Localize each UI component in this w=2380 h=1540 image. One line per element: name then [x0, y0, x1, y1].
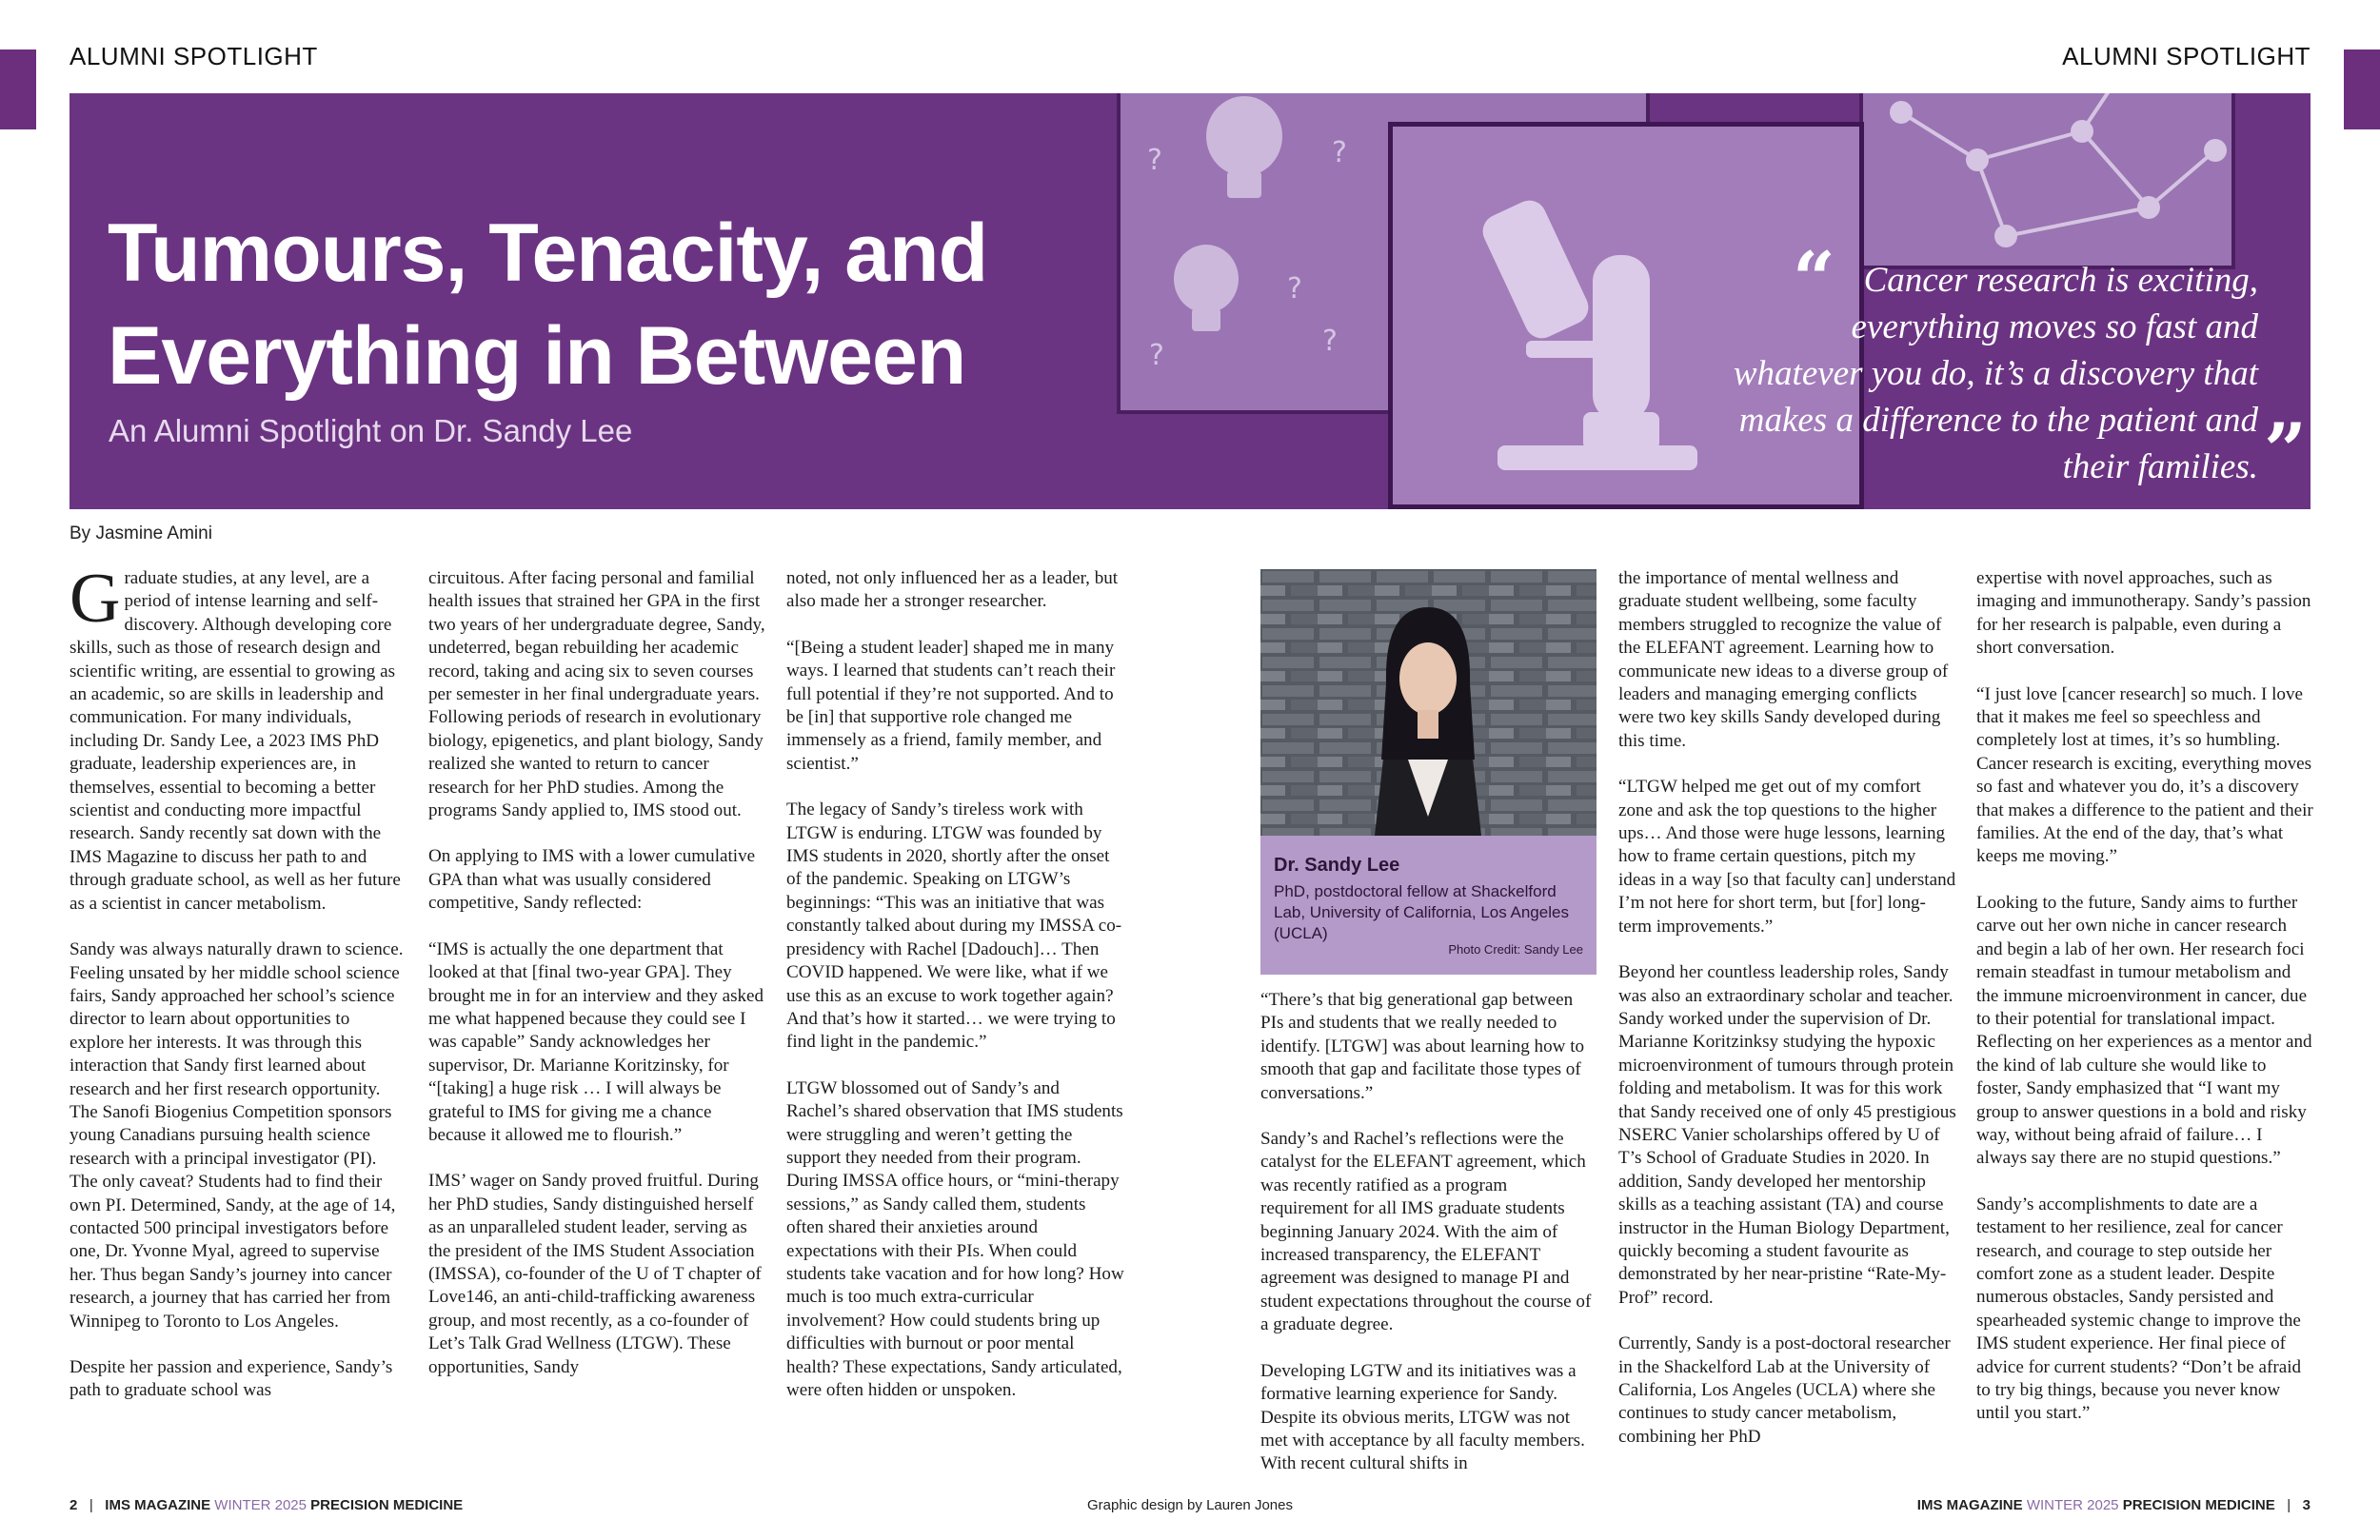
article-column-6: [1976, 567, 2314, 1449]
paragraph: circuitous. After facing personal and familial health issues that strained her GPA in the first two years of her undergraduate degree, Sandy, undeterred, began rebuilding her academic record, taking and acing six to seven courses per semester in her final undergraduate years. Following periods of research in evolutionary biology, epigenetics, and plant biology, Sandy realized she wanted to return to cancer research for her PhD studies. Among the programs Sandy applied to, IMS stood out.: [428, 568, 765, 821]
page-number-left: 2: [69, 1497, 78, 1513]
svg-text:?: ?: [1332, 136, 1347, 169]
article-column-2: [428, 567, 766, 1402]
footer-right: [1917, 1497, 2311, 1513]
paragraph: “LTGW helped me get out of my comfort zone and ask the top questions to the higher ups… And those were huge lessons, learning how to frame certain questions, pitch my ideas in a way [so that faculty can] understand I’m not here for short term, but [for] long-term improvements.”: [1618, 777, 1956, 937]
hero-banner: [69, 93, 2311, 509]
article-column-5: [1618, 567, 1956, 1471]
paragraph: “I just love [cancer research] so much. I love that it makes me feel so speechless and completely lost at times, it’s so humbling. Cancer research is exciting, everything moves so fast and whatever you do, it’s a discovery that makes a difference to the patient and their families. At the end of the day, that’s what keeps me moving.”: [1976, 683, 2313, 867]
portrait-photo: [1260, 569, 1597, 836]
paragraph: Beyond her countless leadership roles, Sandy was also an extraordinary scholar and teacher. Sandy worked under the supervision of Dr. Marianne Koritzinksy studying the hypoxic microenvironment of tumours through protein folding and metabolism. It was for this work that Sandy received one of only 45 prestigious NSERC Vanier scholarships offered by U of T’s School of Graduate Studies in 2020. In addition, Sandy developed her mentorship skills as a teaching assistant (TA) and course instructor in the Human Biology Department, quickly becoming a student favourite as demonstrated by her near-pristine “Rate-My-Prof” record.: [1618, 962, 1956, 1308]
paragraph: Sandy’s accomplishments to date are a testament to her resilience, zeal for cancer research, and courage to step outside her comfort zone as a student leader. Despite numerous obstacles, Sandy persisted and spearheaded systemic change to improve the IMS student experience. Her final piece of advice for current students? “Don’t be afraid to try big things, because you never know until you start.”: [1976, 1194, 2302, 1424]
photo-card: [1260, 569, 1597, 975]
svg-text:?: ?: [1149, 339, 1164, 372]
paragraph: the importance of mental wellness and graduate student wellbeing, some faculty members struggled to recognize the value of the ELEFANT agreement. Learning how to communicate new ideas to a diverse group of leaders and managing emerging conflicts were two key skills Sandy developed during this time.: [1618, 568, 1949, 751]
page-number-right: 3: [2302, 1497, 2311, 1513]
paragraph: Sandy was always naturally drawn to science. Feeling unsated by her middle school science fairs, Sandy approached her school’s science director to learn about opportunities to explore her interests. It was through this interaction that Sandy first learned about research and her first research opportunity. The Sanofi Biogenius Competition sponsors young Canadians pursuing health science research with a principal investigator (PI). The only caveat? Students had to find their own PI. Determined, Sandy, at the age of 14, contacted 500 principal investigators before one, Dr. Yvonne Myal, agreed to supervise her. Thus began Sandy’s journey into cancer research, a journey that has carried her from Winnipeg to Toronto to Los Angeles.: [69, 939, 404, 1332]
paragraph: Sandy’s and Rachel’s reflections were the catalyst for the ELEFANT agreement, which was recently ratified as a program requirement for all IMS graduate students beginning January 2024. With the aim of increased transparency, the ELEFANT agreement was designed to manage PI and student expectations throughout the course of a graduate degree.: [1260, 1129, 1592, 1335]
paragraph: “IMS is actually the one department that looked at that [final two-year GPA]. They brought me in for an interview and they asked me what happened because they could see I was capable” Sandy acknowledges her supervisor, Dr. Marianne Koritzinsky, for “[taking] a huge risk … I will always be grateful to IMS for giving me a chance because it allowed me to flourish.”: [428, 938, 764, 1145]
open-quote-icon: “: [1793, 236, 1835, 323]
paragraph: Looking to the future, Sandy aims to further carve out her own niche in cancer research and begin a lab of her own. Her research foci remain steadfast in tumour metabolism and the immune microenvironment in cancer, due to their potential for translational impact. Reflecting on her experiences as a mentor and the kind of lab culture she would like to foster, Sandy emphasized that “I want my group to answer questions in a bold and risky way, without being afraid of failure… I always say there are no stupid questions.”: [1976, 892, 2312, 1169]
paragraph: Developing LGTW and its initiatives was a formative learning experience for Sandy. Despite its obvious merits, LTGW was not met with acceptance by all faculty members. With recent cultural shifts in: [1260, 1360, 1585, 1474]
svg-text:?: ?: [1287, 272, 1302, 306]
footer-left: [69, 1497, 463, 1513]
issue-theme: PRECISION MEDICINE: [310, 1497, 464, 1513]
issue-label: WINTER 2025: [214, 1497, 307, 1513]
design-credit: Graphic design by Lauren Jones: [1087, 1497, 1293, 1513]
issue-theme: PRECISION MEDICINE: [2122, 1497, 2275, 1513]
page-edge-tab-left: [0, 49, 36, 129]
issue-label: WINTER 2025: [2026, 1497, 2119, 1513]
paragraph: IMS’ wager on Sandy proved fruitful. During her PhD studies, Sandy distinguished herself as an unparalleled student leader, serving as the president of the IMS Student Association (IMSSA), co-founder of the U of T chapter of Love146, an anti-child-trafficking awareness group, and most recently, as a co-founder of Let’s Talk Grad Wellness (LTGW). These opportunities, Sandy: [428, 1171, 762, 1377]
photo-credit: Photo Credit: Sandy Lee: [1448, 942, 1583, 957]
section-label-right: ALUMNI SPOTLIGHT: [2062, 42, 2311, 70]
paragraph: On applying to IMS with a lower cumulative GPA than what was usually considered competitive, Sandy reflected:: [428, 846, 756, 914]
portrait-image: [1260, 569, 1597, 836]
paragraph: Despite her passion and experience, Sandy’s path to graduate school was: [69, 1357, 393, 1401]
article-column-1: [69, 560, 407, 1426]
paragraph: expertise with novel approaches, such as imaging and immunotherapy. Sandy’s passion for her research is palpable, even during a short conversation.: [1976, 568, 2311, 659]
pull-quote: Cancer research is exciting, everything moves so fast and whatever you do, it’s a discovery that makes a difference to the patient and their families.: [1733, 261, 2258, 486]
paragraph: The legacy of Sandy’s tireless work with LTGW is enduring. LTGW was founded by IMS students in 2020, shortly after the onset of the pandemic. Speaking on LTGW’s beginnings: “This was an initiative that was constantly talked about during my IMSSA co-presidency with Rachel [Dadouch]… Then COVID happened. We were like, what if we use this as an excuse to work together again? And that’s how it started… we were trying to find light in the pandemic.”: [786, 800, 1122, 1053]
section-label-left: ALUMNI SPOTLIGHT: [69, 42, 318, 70]
paragraph: LTGW blossomed out of Sandy’s and Rachel’s shared observation that IMS students were struggling and weren’t getting the support they needed from their program. During IMSSA office hours, or “mini-therapy sessions,” as Sandy called them, students often shared their anxieties around expectations with their PIs. When could students take vacation and for how long? How much is too much extra-curricular involvement? How could students bring up difficulties with burnout or poor mental health? These expectations, Sandy articulated, were often hidden or unspoken.: [786, 1077, 1124, 1400]
photo-caption-role: PhD, postdoctoral fellow at Shackelford Lab, University of California, Los Angeles (UCLA): [1274, 882, 1569, 942]
paragraph: “[Being a student leader] shaped me in many ways. I learned that students can’t reach their full potential if they’re not supported. And to be [in] that supportive role changed me immensely as a friend, family member, and scientist.”: [786, 637, 1116, 774]
byline: By Jasmine Amini: [69, 523, 212, 543]
paragraph: [69, 560, 407, 916]
article-subtitle: An Alumni Spotlight on Dr. Sandy Lee: [109, 413, 633, 448]
photo-caption-name: Dr. Sandy Lee: [1274, 855, 1400, 876]
magazine-name: IMS MAGAZINE: [1916, 1497, 2023, 1513]
magazine-name: IMS MAGAZINE: [105, 1497, 211, 1513]
title-line-1: Tumours, Tenacity, and: [108, 207, 988, 299]
molecule-network-illustration: [1863, 93, 2239, 269]
paragraph: Currently, Sandy is a post-doctoral researcher in the Shackelford Lab at the University of California, Los Angeles (UCLA) where she continues to study cancer metabolism, combining her PhD: [1618, 1333, 1951, 1447]
svg-text:?: ?: [1322, 325, 1338, 358]
page-edge-tab-right: [2344, 49, 2380, 129]
drop-cap: G: [69, 560, 121, 638]
illustration-panel-network: [1859, 93, 2235, 269]
article-title: [108, 202, 987, 407]
paragraph: noted, not only influenced her as a leader, but also made her a stronger researcher.: [786, 568, 1119, 612]
article-column-3: [786, 567, 1124, 1425]
article-column-4: [1260, 989, 1598, 1499]
footer-separator: |: [89, 1497, 93, 1513]
svg-text:?: ?: [1147, 144, 1162, 177]
paragraph-text: raduate studies, at any level, are a period of intense learning and self-discovery. Although developing core skills, such as those of research design and scientific writing, are essential to growing as an academic, so are skills in leadership and communication. For many individuals, including Dr. Sandy Lee, a 2023 IMS PhD graduate, leadership experiences are, in themselves, essential to becoming a better scientist and conducting more impactful research. Sandy recently sat down with the IMS Magazine to discuss her path to and through graduate school, as well as her future as a scientist in cancer metabolism.: [69, 568, 401, 914]
paragraph: “There’s that big generational gap between PIs and students that we really needed to identify. [LTGW] was about learning how to smooth that gap and facilitate those types of conversations.”: [1260, 990, 1585, 1103]
close-quote-icon: ”: [2264, 407, 2307, 494]
footer-separator: |: [2287, 1497, 2291, 1513]
title-line-2: Everything in Between: [108, 310, 966, 402]
